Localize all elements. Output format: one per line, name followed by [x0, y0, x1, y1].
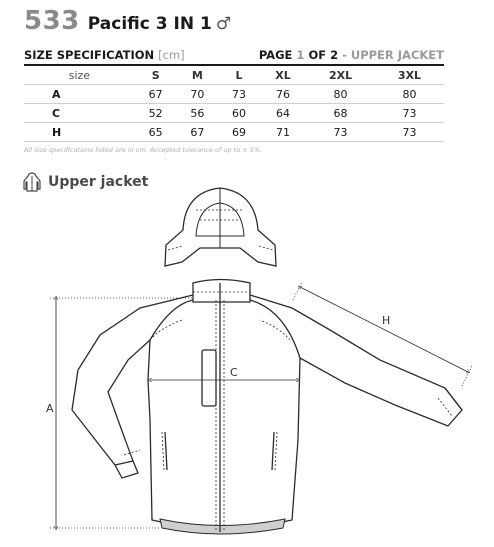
spec-title: SIZE SPECIFICATION	[24, 48, 155, 62]
table-cell: 73	[375, 104, 444, 123]
dimension-label-c: C	[230, 366, 238, 379]
page-prefix: PAGE	[258, 48, 293, 62]
table-cell: 80	[375, 85, 444, 104]
table-cell: 56	[177, 104, 219, 123]
size-col-header: 2XL	[306, 65, 375, 85]
dimension-label-a: A	[46, 402, 54, 415]
table-cell: 80	[306, 85, 375, 104]
size-col-header: 3XL	[375, 65, 444, 85]
male-symbol-icon: ♂	[215, 14, 232, 34]
spec-unit: [cm]	[158, 48, 185, 62]
row-label: C	[24, 104, 135, 123]
table-cell: 64	[260, 104, 306, 123]
row-label: H	[24, 123, 135, 142]
table-cell: 73	[306, 123, 375, 142]
hood-drawing	[165, 188, 276, 266]
table-cell: 76	[260, 85, 306, 104]
table-cell: 67	[177, 123, 219, 142]
size-col-header: XL	[260, 65, 306, 85]
dimension-label-h: H	[382, 314, 391, 327]
table-cell: 52	[135, 104, 177, 123]
tolerance-note: All size specifications listed are in cm. Accepted tolerance of up to ± 5%.	[24, 146, 263, 154]
table-cell: 71	[260, 123, 306, 142]
table-cell: 65	[135, 123, 177, 142]
product-name: Pacific 3 IN 1	[87, 14, 212, 34]
size-col-header: M	[177, 65, 219, 85]
table-cell: 67	[135, 85, 177, 104]
page-section: UPPER JACKET	[350, 48, 444, 62]
table-cell: 70	[177, 85, 219, 104]
row-label: A	[24, 85, 135, 104]
table-cell: 73	[375, 123, 444, 142]
product-code: 533	[24, 6, 80, 36]
table-cell: 69	[218, 123, 260, 142]
size-col-header: L	[218, 65, 260, 85]
jacket-drawing	[72, 280, 462, 535]
table-cell: 60	[218, 104, 260, 123]
page-sep: -	[338, 48, 351, 62]
size-col-header: S	[135, 65, 177, 85]
table-cell: 68	[306, 104, 375, 123]
page-of: OF 2	[308, 48, 339, 62]
table-cell: 73	[218, 85, 260, 104]
page-current: 1	[296, 48, 305, 62]
section-title: Upper jacket	[48, 174, 149, 190]
size-corner-label: size	[24, 65, 135, 85]
